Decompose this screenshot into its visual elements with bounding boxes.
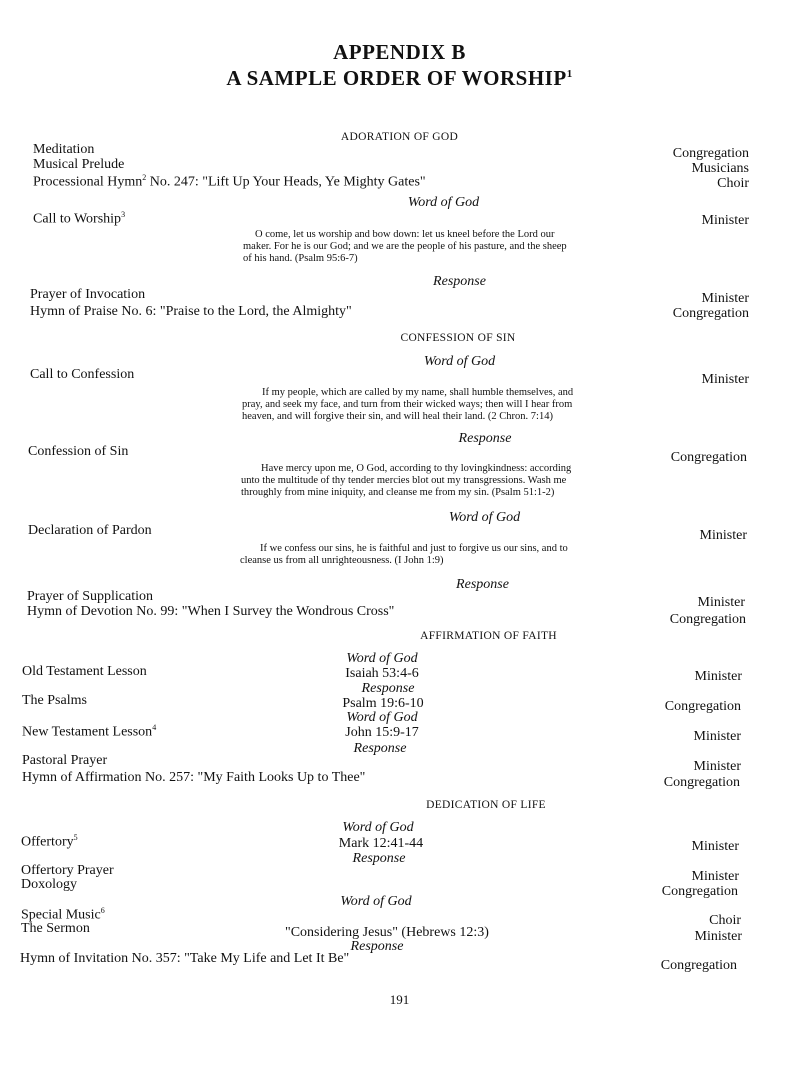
offertory-label: Offertory	[21, 834, 74, 850]
item-hymn-of-affirmation: Hymn of Affirmation No. 257: "My Faith Looks Up to Thee"	[22, 770, 366, 785]
role-minister: Minister	[697, 595, 745, 610]
label-response: Response	[361, 681, 415, 696]
role-minister: Minister	[699, 528, 747, 543]
role-minister: Minister	[701, 372, 749, 387]
processional-label: Processional Hymn	[33, 174, 143, 190]
appendix-title: APPENDIX B	[333, 40, 466, 64]
role-choir: Choir	[717, 176, 749, 191]
quote-line: of his hand. (Psalm 95:6-7)	[243, 253, 358, 264]
reading-john: John 15:9-17	[345, 725, 419, 740]
item-musical-prelude: Musical Prelude	[33, 157, 125, 172]
scripture-quote-2-chronicles	[242, 387, 602, 423]
role-minister: Minister	[693, 759, 741, 774]
label-word-of-god: Word of God	[423, 354, 496, 369]
call-to-worship-label: Call to Worship	[33, 211, 122, 227]
item-doxology: Doxology	[21, 877, 77, 892]
footnote-marker: 2	[142, 173, 147, 182]
page-number: 191	[389, 992, 410, 1007]
role-congregation: Congregation	[661, 884, 738, 899]
item-offertory	[21, 833, 78, 851]
label-response: Response	[353, 741, 407, 756]
label-word-of-god: Word of God	[448, 510, 521, 525]
role-minister: Minister	[701, 291, 749, 306]
footnote-marker: 5	[73, 833, 78, 842]
role-musicians: Musicians	[691, 161, 749, 176]
special-music-label: Special Music	[21, 907, 101, 923]
label-word-of-god: Word of God	[346, 651, 418, 666]
role-minister: Minister	[691, 839, 739, 854]
quote-line: If my people, which are called by my name, shall humble themselves, and	[262, 387, 574, 398]
footnote-marker: 3	[121, 210, 126, 219]
label-word-of-god: Word of God	[346, 710, 418, 725]
role-choir: Choir	[709, 913, 741, 928]
item-processional-hymn	[33, 173, 426, 191]
reading-psalm: Psalm 19:6-10	[342, 696, 424, 711]
item-pastoral-prayer: Pastoral Prayer	[22, 753, 108, 768]
sermon-title: "Considering Jesus" (Hebrews 12:3)	[285, 925, 489, 940]
item-old-testament-lesson: Old Testament Lesson	[22, 664, 147, 679]
role-congregation: Congregation	[670, 450, 747, 465]
role-congregation: Congregation	[664, 699, 741, 714]
footnote-marker: 1	[566, 68, 573, 80]
role-minister: Minister	[691, 869, 739, 884]
label-word-of-god: Word of God	[407, 195, 480, 210]
item-the-sermon: The Sermon	[21, 921, 90, 936]
page-title-text: A SAMPLE ORDER OF WORSHIP	[226, 66, 567, 90]
reading-mark: Mark 12:41-44	[338, 836, 424, 851]
quote-line: O come, let us worship and bow down: let us kneel before the Lord our	[255, 229, 555, 240]
role-minister: Minister	[694, 929, 742, 944]
item-hymn-of-invitation: Hymn of Invitation No. 357: "Take My Life and Let It Be"	[20, 951, 350, 966]
processional-title: No. 247: "Lift Up Your Heads, Ye Mighty Gates"	[146, 174, 426, 190]
scripture-quote-psalm-95	[243, 229, 603, 265]
item-prayer-of-invocation: Prayer of Invocation	[30, 287, 146, 302]
item-hymn-of-praise: Hymn of Praise No. 6: "Praise to the Lord, the Almighty"	[30, 304, 352, 319]
section-heading-confession: CONFESSION OF SIN	[400, 332, 516, 344]
quote-line: pray, and seek my face, and turn from their wicked ways; then will I hear from	[242, 399, 573, 410]
item-confession-of-sin: Confession of Sin	[28, 444, 129, 459]
role-minister: Minister	[701, 213, 749, 228]
scripture-quote-1-john	[240, 543, 600, 567]
footnote-marker: 6	[100, 906, 105, 915]
role-congregation: Congregation	[669, 612, 746, 627]
item-the-psalms: The Psalms	[22, 693, 87, 708]
reading-isaiah: Isaiah 53:4-6	[345, 666, 419, 681]
label-response: Response	[433, 274, 486, 289]
label-response: Response	[458, 431, 512, 446]
footnote-marker: 4	[152, 723, 157, 732]
quote-line: unto the multitude of thy tender mercies blot out my transgressions. Wash me	[241, 475, 567, 486]
item-hymn-of-devotion: Hymn of Devotion No. 99: "When I Survey the Wondrous Cross"	[27, 604, 395, 619]
page-title	[0, 66, 799, 91]
item-call-to-confession: Call to Confession	[30, 367, 135, 382]
label-response: Response	[352, 851, 406, 866]
scripture-quote-psalm-51	[241, 463, 601, 499]
section-heading-dedication: DEDICATION OF LIFE	[426, 799, 546, 811]
role-congregation: Congregation	[663, 775, 740, 790]
quote-line: throughly from mine iniquity, and cleanse me from my sin. (Psalm 51:1-2)	[241, 487, 555, 498]
quote-line: If we confess our sins, he is faithful and just to forgive us our sins, and to	[260, 543, 568, 554]
item-prayer-of-supplication: Prayer of Supplication	[27, 589, 153, 604]
item-meditation: Meditation	[33, 142, 95, 157]
role-congregation: Congregation	[672, 306, 749, 321]
quote-line: Have mercy upon me, O God, according to thy lovingkindness: according	[261, 463, 572, 474]
role-minister: Minister	[694, 669, 742, 684]
role-minister: Minister	[693, 729, 741, 744]
role-congregation: Congregation	[660, 958, 737, 973]
quote-line: cleanse us from all unrighteousness. (I John 1:9)	[240, 555, 444, 566]
label-response: Response	[350, 939, 404, 954]
item-call-to-worship	[33, 210, 125, 228]
section-heading-affirmation: AFFIRMATION OF FAITH	[420, 630, 557, 642]
quote-line: maker. For he is our God; and we are the people of his pasture, and the sheep	[243, 241, 567, 252]
quote-line: heaven, and will forgive their sin, and will heal their land. (2 Chron. 7:14)	[242, 411, 553, 422]
new-testament-lesson-label: New Testament Lesson	[22, 724, 153, 740]
label-word-of-god: Word of God	[342, 820, 414, 835]
label-response: Response	[456, 577, 509, 592]
item-offertory-prayer: Offertory Prayer	[21, 863, 114, 878]
item-declaration-of-pardon: Declaration of Pardon	[28, 523, 152, 538]
label-word-of-god: Word of God	[340, 894, 412, 909]
section-heading-adoration: ADORATION OF GOD	[340, 131, 459, 143]
role-congregation: Congregation	[672, 146, 749, 161]
item-new-testament-lesson	[22, 723, 156, 741]
